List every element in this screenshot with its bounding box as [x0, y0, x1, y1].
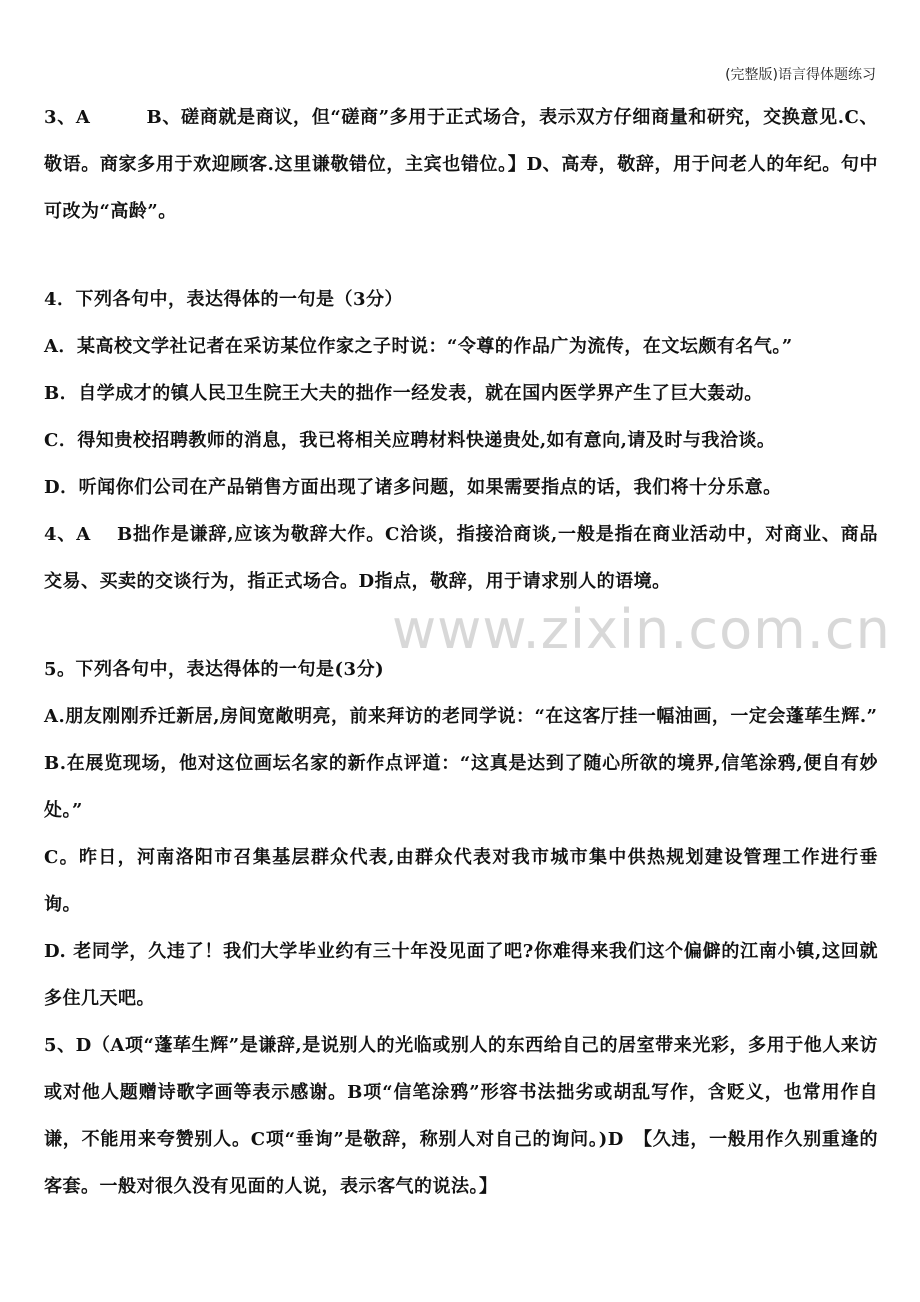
question-4-option-c: C．得知贵校招聘教师的消息，我已将相关应聘材料快递贵处,如有意向,请及时与我洽谈。 [44, 430, 776, 451]
question-5-option-c: C。昨日，河南洛阳市召集基层群众代表,由群众代表对我市城市集中供热规划建设管理工作进行垂询。 [44, 847, 878, 915]
question-4-option-d: D．听闻你们公司在产品销售方面出现了诸多问题，如果需要指点的话，我们将十分乐意。 [44, 477, 782, 498]
section-gap [44, 605, 878, 646]
question-5-option-a: A.朋友刚刚乔迁新居,房间宽敞明亮，前来拜访的老同学说：“在这客厅挂一幅油画，一定会蓬荜生辉.” [44, 706, 878, 727]
question-5-stem: 5。下列各句中，表达得体的一句是(3分) [44, 659, 385, 680]
question-5-option-d: D. 老同学，久违了！我们大学毕业约有三十年没见面了吧?你难得来我们这个偏僻的江南小镇,这回就多住几天吧。 [44, 941, 878, 1009]
answer-4-explanation: 4、A B拙作是谦辞,应该为敬辞大作。C洽谈，指接洽商谈,一般是指在商业活动中，对商业、商品交易、买卖的交谈行为，指正式场合。D指点，敬辞，用于请求别人的语境。 [44, 524, 878, 592]
document-body [44, 94, 878, 1210]
answer-5-explanation: 5、D（A项“蓬荜生辉”是谦辞,是说别人的光临或别人的东西给自己的居室带来光彩，多用于他人来访或对他人题赠诗歌字画等表示感谢。B项“信笔涂鸦”形容书法拙劣或胡乱写作，含贬义，也常用作自谦，不能用来夸赞别人。C项“垂询”是敬辞，称别人对自己的询问。)D 【久违，一般用作久别重逢的客套。一般对很久没有见面的人说，表示客气的说法。】 [44, 1035, 878, 1197]
section-gap [44, 235, 878, 276]
answer-3-explanation: 3、A B、磋商就是商议，但“磋商”多用于正式场合，表示双方仔细商量和研究，交换意见.C、敬语。商家多用于欢迎顾客.这里谦敬错位，主宾也错位。】D、高寿，敬辞，用于问老人的年纪。句中可改为“高龄”。 [44, 107, 878, 222]
question-4-option-b: B．自学成才的镇人民卫生院王大夫的拙作一经发表，就在国内医学界产生了巨大轰动。 [44, 383, 763, 404]
question-4-option-a: A．某高校文学社记者在采访某位作家之子时说：“令尊的作品广为流传，在文坛颇有名气。” [44, 336, 793, 357]
question-5-option-b: B.在展览现场，他对这位画坛名家的新作点评道：“这真是达到了随心所欲的境界,信笔涂鸦,便自有妙处。” [44, 753, 878, 821]
page-header-title: (完整版)语言得体题练习 [725, 67, 876, 83]
question-4-stem: 4．下列各句中，表达得体的一句是（3分） [44, 289, 404, 310]
watermark: www.zixin.com.cn [392, 598, 891, 661]
